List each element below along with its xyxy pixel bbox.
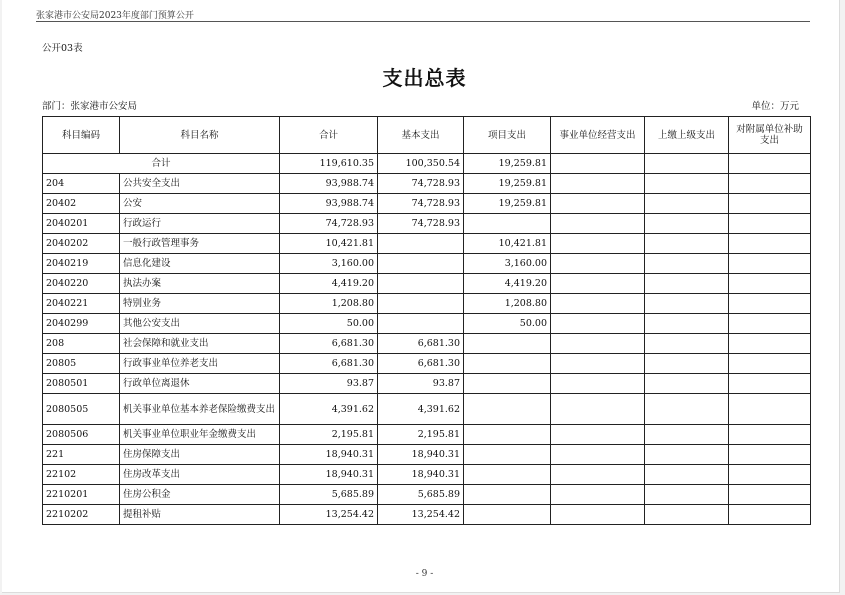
cell-code: 2040219 [43, 254, 120, 274]
cell-name: 其他公安支出 [120, 314, 280, 334]
table-row [43, 485, 811, 505]
table-row [43, 505, 811, 525]
table-row [43, 314, 811, 334]
cell-project: 19,259.81 [464, 194, 551, 214]
table-row [43, 294, 811, 314]
cell-project [464, 445, 551, 465]
page-title: 支出总表 [382, 66, 467, 90]
cell-total: 3,160.00 [280, 254, 378, 274]
cell-code: 2210201 [43, 485, 120, 505]
column-header-remit: 上缴上级支出 [645, 117, 729, 154]
cell-name: 行政事业单位养老支出 [120, 354, 280, 374]
cell-total: 4,391.62 [280, 394, 378, 425]
cell-subsidy [729, 465, 811, 485]
cell-remit [645, 274, 729, 294]
cell-name: 社会保障和就业支出 [120, 334, 280, 354]
cell-project: 4,419.20 [464, 274, 551, 294]
cell-code: 2040299 [43, 314, 120, 334]
cell-name: 执法办案 [120, 274, 280, 294]
cell-basic [378, 274, 464, 294]
cell-subsidy [729, 274, 811, 294]
cell-subsidy [729, 214, 811, 234]
total-basic: 100,350.54 [378, 154, 464, 174]
table-row [43, 254, 811, 274]
cell-code: 2040202 [43, 234, 120, 254]
column-header-basic: 基本支出 [378, 117, 464, 154]
cell-total: 10,421.81 [280, 234, 378, 254]
cell-name: 特别业务 [120, 294, 280, 314]
page-number: - 9 - [415, 569, 434, 579]
cell-remit [645, 505, 729, 525]
table-row [43, 274, 811, 294]
cell-operating [551, 194, 645, 214]
cell-remit [645, 234, 729, 254]
cell-name: 机关事业单位基本养老保险缴费支出 [120, 394, 280, 425]
cell-subsidy [729, 374, 811, 394]
total-remit [645, 154, 729, 174]
cell-subsidy [729, 485, 811, 505]
cell-basic: 6,681.30 [378, 334, 464, 354]
cell-total: 93.87 [280, 374, 378, 394]
cell-remit [645, 214, 729, 234]
cell-project: 50.00 [464, 314, 551, 334]
cell-operating [551, 505, 645, 525]
cell-operating [551, 485, 645, 505]
cell-total: 1,208.80 [280, 294, 378, 314]
cell-remit [645, 425, 729, 445]
cell-code: 2080506 [43, 425, 120, 445]
cell-project [464, 465, 551, 485]
cell-basic [378, 314, 464, 334]
table-row [43, 425, 811, 445]
cell-total: 93,988.74 [280, 174, 378, 194]
cell-code: 208 [43, 334, 120, 354]
cell-code: 2040201 [43, 214, 120, 234]
table-row [43, 445, 811, 465]
cell-name: 信息化建设 [120, 254, 280, 274]
column-header-project: 项目支出 [464, 117, 551, 154]
cell-subsidy [729, 314, 811, 334]
cell-remit [645, 465, 729, 485]
cell-operating [551, 374, 645, 394]
cell-name: 机关事业单位职业年金缴费支出 [120, 425, 280, 445]
table-row [43, 465, 811, 485]
cell-total: 6,681.30 [280, 354, 378, 374]
table-row [43, 334, 811, 354]
cell-subsidy [729, 425, 811, 445]
cell-subsidy [729, 174, 811, 194]
cell-project [464, 485, 551, 505]
column-header-code: 科目编码 [43, 117, 120, 154]
running-header: 张家港市公安局2023年度部门预算公开 [36, 11, 194, 21]
cell-subsidy [729, 294, 811, 314]
cell-operating [551, 254, 645, 274]
cell-total: 6,681.30 [280, 334, 378, 354]
cell-name: 住房改革支出 [120, 465, 280, 485]
total-row [43, 154, 811, 174]
cell-total: 5,685.89 [280, 485, 378, 505]
cell-code: 2080501 [43, 374, 120, 394]
table-row [43, 194, 811, 214]
cell-total: 93,988.74 [280, 194, 378, 214]
cell-code: 20805 [43, 354, 120, 374]
cell-operating [551, 314, 645, 334]
cell-remit [645, 354, 729, 374]
column-header-operating: 事业单位经营支出 [551, 117, 645, 154]
cell-basic: 4,391.62 [378, 394, 464, 425]
cell-remit [645, 485, 729, 505]
cell-name: 公安 [120, 194, 280, 214]
cell-basic: 18,940.31 [378, 445, 464, 465]
cell-basic [378, 294, 464, 314]
total-operating [551, 154, 645, 174]
cell-basic: 2,195.81 [378, 425, 464, 445]
table-row [43, 374, 811, 394]
cell-code: 2210202 [43, 505, 120, 525]
cell-total: 74,728.93 [280, 214, 378, 234]
total-subsidy [729, 154, 811, 174]
cell-operating [551, 425, 645, 445]
cell-operating [551, 465, 645, 485]
cell-remit [645, 294, 729, 314]
cell-subsidy [729, 394, 811, 425]
cell-operating [551, 214, 645, 234]
cell-total: 50.00 [280, 314, 378, 334]
cell-subsidy [729, 194, 811, 214]
cell-remit [645, 314, 729, 334]
cell-total: 18,940.31 [280, 465, 378, 485]
cell-name: 行政单位离退休 [120, 374, 280, 394]
cell-total: 18,940.31 [280, 445, 378, 465]
cell-operating [551, 394, 645, 425]
cell-remit [645, 194, 729, 214]
cell-project [464, 425, 551, 445]
document-page [2, 0, 840, 593]
cell-operating [551, 294, 645, 314]
table-row [43, 214, 811, 234]
cell-total: 4,419.20 [280, 274, 378, 294]
cell-project [464, 505, 551, 525]
expenditure-table [42, 116, 811, 525]
cell-remit [645, 174, 729, 194]
header-rule [36, 21, 810, 22]
cell-remit [645, 394, 729, 425]
cell-project [464, 394, 551, 425]
column-header-subsidy: 对附属单位补助支出 [729, 117, 811, 154]
cell-subsidy [729, 254, 811, 274]
cell-name: 公共安全支出 [120, 174, 280, 194]
cell-operating [551, 334, 645, 354]
cell-subsidy [729, 445, 811, 465]
form-code: 公开03表 [42, 43, 83, 54]
cell-name: 一般行政管理事务 [120, 234, 280, 254]
cell-basic: 18,940.31 [378, 465, 464, 485]
cell-name: 提租补贴 [120, 505, 280, 525]
total-project: 19,259.81 [464, 154, 551, 174]
cell-project: 1,208.80 [464, 294, 551, 314]
cell-code: 204 [43, 174, 120, 194]
cell-basic: 93.87 [378, 374, 464, 394]
cell-remit [645, 374, 729, 394]
cell-operating [551, 174, 645, 194]
cell-subsidy [729, 354, 811, 374]
cell-basic: 13,254.42 [378, 505, 464, 525]
column-header-name: 科目名称 [120, 117, 280, 154]
cell-code: 20402 [43, 194, 120, 214]
cell-basic: 74,728.93 [378, 174, 464, 194]
cell-code: 2040220 [43, 274, 120, 294]
cell-project: 19,259.81 [464, 174, 551, 194]
unit-label: 单位：万元 [751, 101, 799, 112]
cell-project [464, 354, 551, 374]
cell-basic [378, 254, 464, 274]
cell-subsidy [729, 505, 811, 525]
cell-operating [551, 234, 645, 254]
table-row [43, 394, 811, 425]
cell-code: 2040221 [43, 294, 120, 314]
column-header-total: 合计 [280, 117, 378, 154]
cell-project [464, 374, 551, 394]
cell-remit [645, 445, 729, 465]
cell-operating [551, 445, 645, 465]
cell-remit [645, 254, 729, 274]
cell-name: 行政运行 [120, 214, 280, 234]
cell-code: 2080505 [43, 394, 120, 425]
cell-basic: 74,728.93 [378, 214, 464, 234]
cell-subsidy [729, 234, 811, 254]
cell-operating [551, 274, 645, 294]
cell-project: 10,421.81 [464, 234, 551, 254]
total-amount: 119,610.35 [280, 154, 378, 174]
cell-project: 3,160.00 [464, 254, 551, 274]
cell-code: 22102 [43, 465, 120, 485]
cell-total: 2,195.81 [280, 425, 378, 445]
cell-subsidy [729, 334, 811, 354]
cell-remit [645, 334, 729, 354]
table-row [43, 174, 811, 194]
table-row [43, 234, 811, 254]
cell-basic: 5,685.89 [378, 485, 464, 505]
cell-code: 221 [43, 445, 120, 465]
table-header-row [43, 117, 811, 154]
cell-total: 13,254.42 [280, 505, 378, 525]
cell-project [464, 334, 551, 354]
cell-name: 住房公积金 [120, 485, 280, 505]
cell-operating [551, 354, 645, 374]
total-label: 合计 [43, 154, 280, 174]
table-row [43, 354, 811, 374]
cell-name: 住房保障支出 [120, 445, 280, 465]
department-label: 部门：张家港市公安局 [42, 101, 138, 112]
cell-basic: 74,728.93 [378, 194, 464, 214]
cell-project [464, 214, 551, 234]
cell-basic: 6,681.30 [378, 354, 464, 374]
cell-basic [378, 234, 464, 254]
